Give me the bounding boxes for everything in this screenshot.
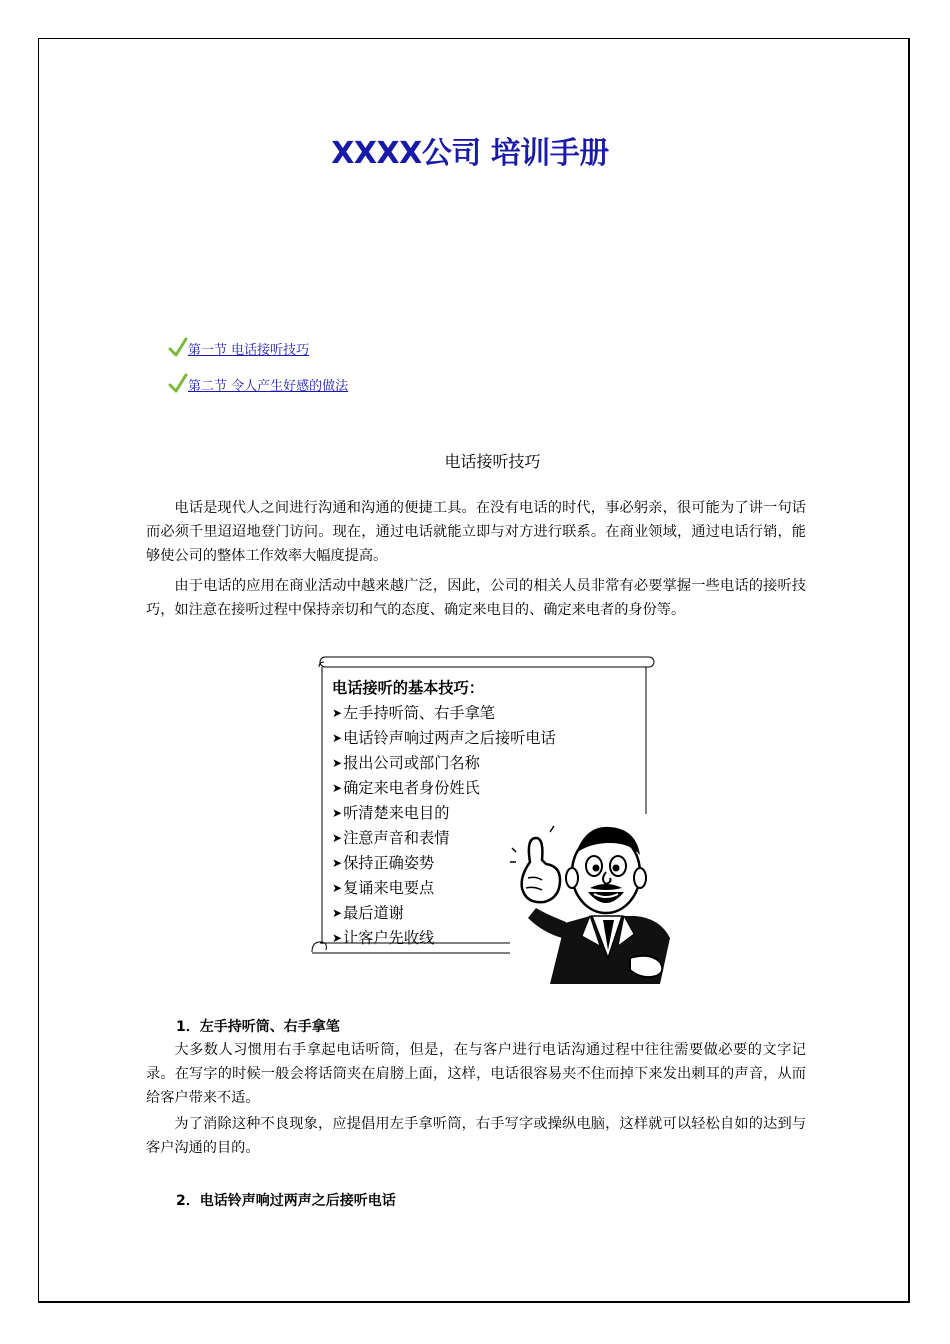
subsection-heading-2: 2．电话铃声响过两声之后接听电话 xyxy=(176,1193,396,1209)
arrow-bullet-icon: ➤ xyxy=(332,781,343,795)
list-item: ➤ 最后道谢 xyxy=(332,901,556,926)
intro-paragraph-1: 电话是现代人之间进行沟通和沟通的便捷工具。在没有电话的时代，事必躬亲，很可能为了讲一句话而必须千里迢迢地登门访问。现在，通过电话就能立即与对方进行联系。在商业领域，通过电话行销，能够使公司的整体工作效率大幅度提高。 xyxy=(146,500,806,564)
toc-link-section-2[interactable]: 第二节 令人产生好感的做法 xyxy=(188,378,349,394)
subsection-1-paragraph-1: 大多数人习惯用右手拿起电话听筒，但是，在与客户进行电话沟通过程中往往需要做必要的文字记录。在写字的时候一般会将话筒夹在肩膀上面，这样，电话很容易夹不住而掉下来发出刺耳的声音，从而给客户带来不适。 xyxy=(146,1042,806,1106)
arrow-bullet-icon: ➤ xyxy=(332,931,343,945)
arrow-bullet-icon: ➤ xyxy=(332,881,343,895)
arrow-bullet-icon: ➤ xyxy=(332,756,343,770)
arrow-bullet-icon: ➤ xyxy=(332,706,343,720)
toc-item-1[interactable] xyxy=(168,330,348,366)
list-item: ➤ 让客户先收线 xyxy=(332,926,556,951)
subsection-1-paragraph-2: 为了消除这种不良现象，应提倡用左手拿听筒，右手写字或操纵电脑，这样就可以轻松自如的达到与客户沟通的目的。 xyxy=(146,1116,806,1156)
list-item: ➤ 报出公司或部门名称 xyxy=(332,751,556,776)
cartoon-man-illustration xyxy=(510,818,680,984)
check-icon xyxy=(168,337,188,359)
scroll-title: 电话接听的基本技巧： xyxy=(332,679,484,697)
list-item: ➤ 电话铃声响过两声之后接听电话 xyxy=(332,726,556,751)
section-heading: 电话接听技巧 xyxy=(444,452,541,471)
toc-item-2[interactable] xyxy=(168,366,348,402)
list-item: ➤ 复诵来电要点 xyxy=(332,876,556,901)
list-item: ➤ 左手持听筒、右手拿笔 xyxy=(332,701,556,726)
arrow-bullet-icon: ➤ xyxy=(332,906,343,920)
intro-paragraph-2: 由于电话的应用在商业活动中越来越广泛，因此，公司的相关人员非常有必要掌握一些电话的接听技巧，如注意在接听过程中保持亲切和气的态度、确定来电目的、确定来电者的身份等。 xyxy=(146,578,806,618)
arrow-bullet-icon: ➤ xyxy=(332,856,343,870)
subsection-heading-1: 1．左手持听筒、右手拿笔 xyxy=(176,1019,340,1035)
list-item: ➤ 注意声音和表情 xyxy=(332,826,556,851)
document-title: XXXX公司 培训手册 xyxy=(331,136,609,171)
list-item: ➤ 听清楚来电目的 xyxy=(332,801,556,826)
arrow-bullet-icon: ➤ xyxy=(332,831,343,845)
table-of-contents xyxy=(168,330,348,402)
list-item: ➤ 确定来电者身份姓氏 xyxy=(332,776,556,801)
arrow-bullet-icon: ➤ xyxy=(332,731,343,745)
toc-link-section-1[interactable]: 第一节 电话接听技巧 xyxy=(188,342,310,358)
list-item: ➤ 保持正确姿势 xyxy=(332,851,556,876)
arrow-bullet-icon: ➤ xyxy=(332,806,343,820)
check-icon xyxy=(168,373,188,395)
